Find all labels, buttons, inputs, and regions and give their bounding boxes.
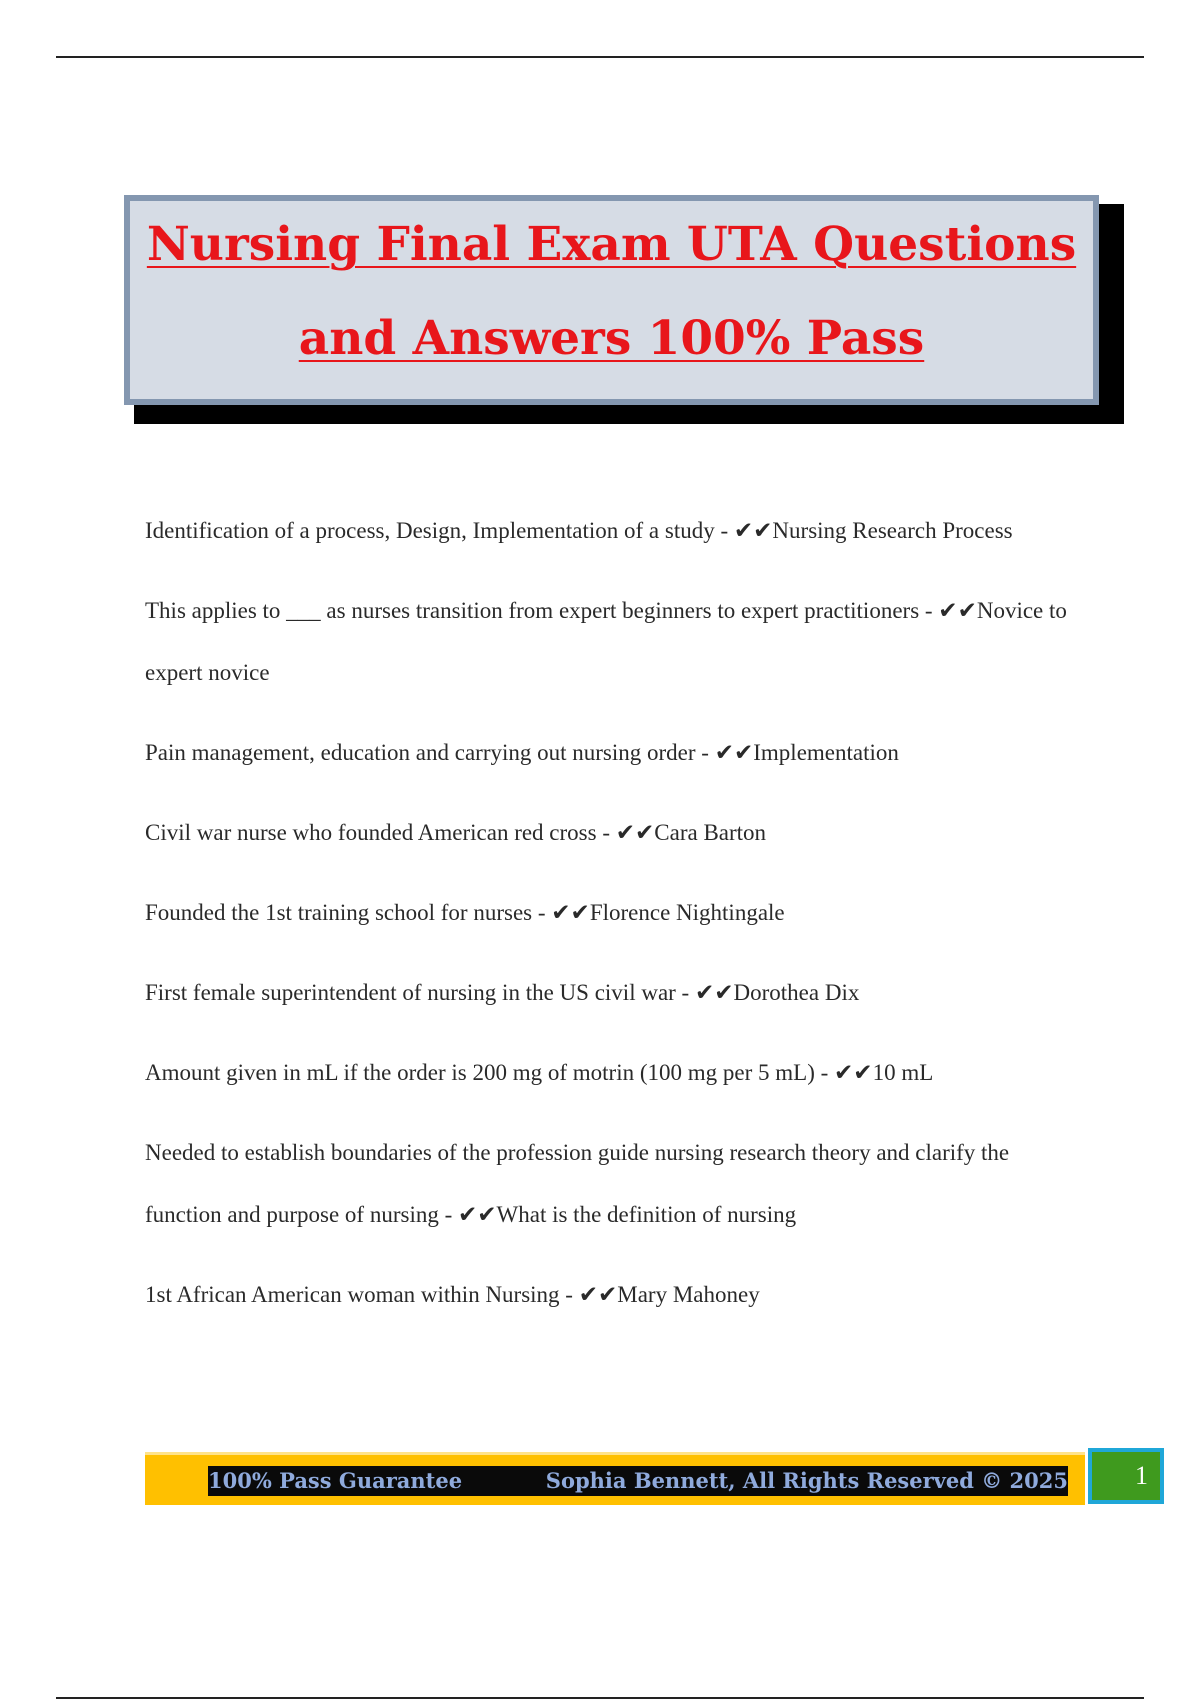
qa-item-4: Civil war nurse who founded American red cross - ✔✔Cara Barton	[145, 820, 767, 845]
footer-rule	[56, 1697, 1144, 1699]
title-box	[124, 195, 1099, 405]
title-line-2: and Answers 100% Pass	[298, 311, 925, 366]
qa-item-8: Needed to establish boundaries of the profession guide nursing research theory and clarify the function and purpose of nursing - ✔✔What is the definition of nursing	[145, 1140, 1010, 1227]
qa-item-3: Pain management, education and carrying out nursing order - ✔✔Implementation	[145, 740, 899, 765]
qa-item-5: Founded the 1st training school for nurses - ✔✔Florence Nightingale	[145, 900, 785, 925]
footer-bar	[145, 1452, 1085, 1505]
footer-copyright-text: Sophia Bennett, All Rights Reserved © 2025	[545, 1468, 1068, 1493]
title-line-1: Nursing Final Exam UTA Questions	[146, 217, 1077, 272]
qa-item-1: Identification of a process, Design, Implementation of a study - ✔✔Nursing Research Process	[145, 518, 1013, 543]
qa-item-6: First female superintendent of nursing in the US civil war - ✔✔Dorothea Dix	[145, 980, 860, 1005]
footer-guarantee-text: 100% Pass Guarantee	[208, 1468, 463, 1493]
footer-inner-band	[208, 1466, 1068, 1496]
qa-item-9: 1st African American woman within Nursing - ✔✔Mary Mahoney	[145, 1282, 760, 1307]
page-number-badge: 1	[1088, 1448, 1164, 1504]
qa-list	[145, 500, 1075, 1344]
qa-item-2: This applies to ___ as nurses transition from expert beginners to expert practitioners - ✔✔Novice to expert novice	[145, 598, 1067, 685]
qa-item-7: Amount given in mL if the order is 200 mg of motrin (100 mg per 5 mL) - ✔✔10 mL	[145, 1060, 934, 1085]
header-rule	[56, 56, 1144, 58]
